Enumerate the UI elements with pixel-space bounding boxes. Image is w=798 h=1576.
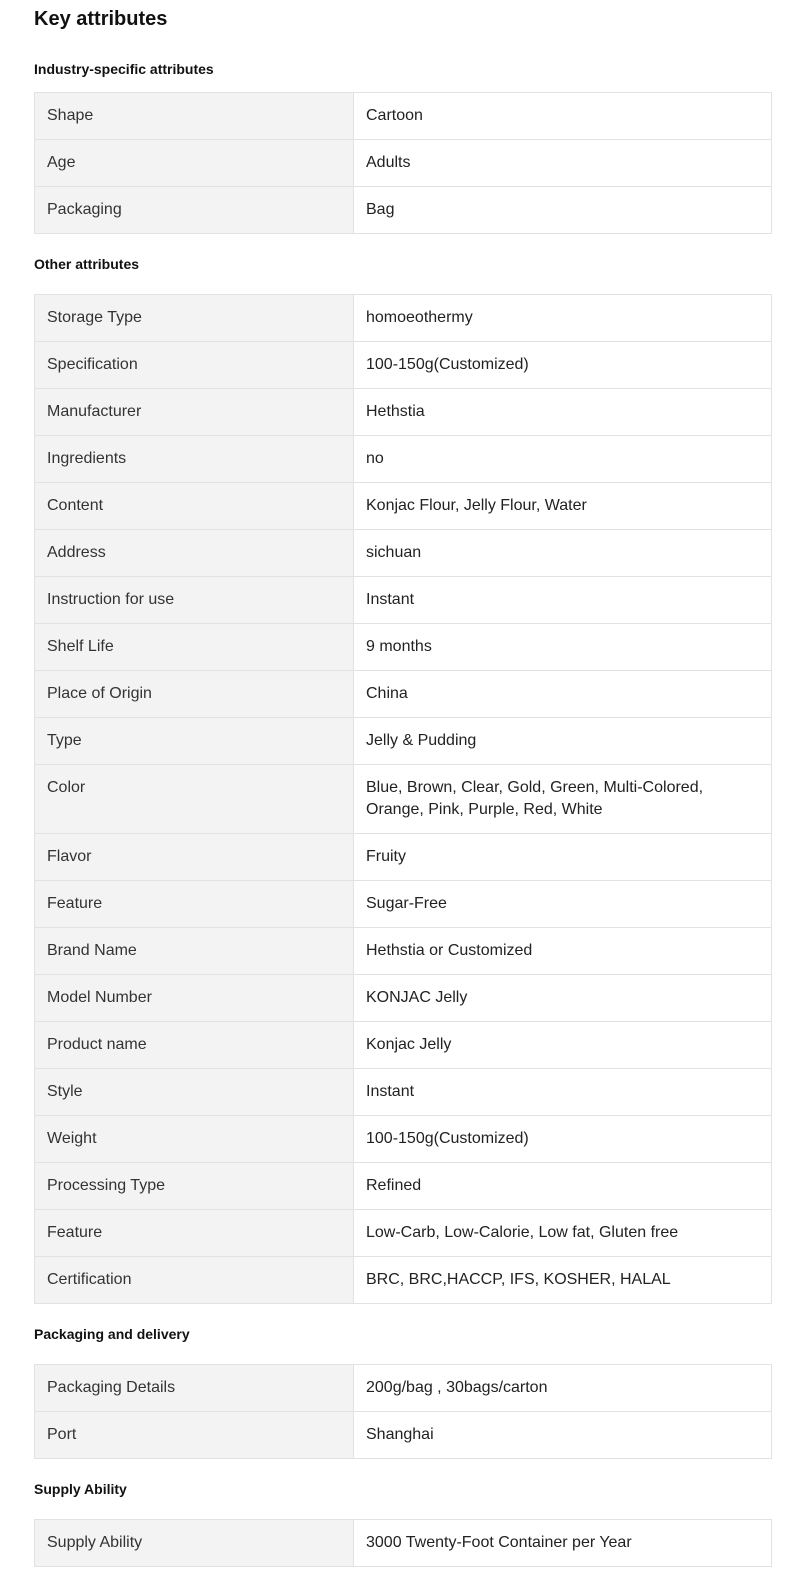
attribute-name: Shelf Life <box>35 624 354 671</box>
table-row <box>35 881 772 928</box>
table-row <box>35 1365 772 1412</box>
attribute-value: Adults <box>354 140 772 187</box>
attribute-value: 9 months <box>354 624 772 671</box>
table-row <box>35 834 772 881</box>
attribute-name: Product name <box>35 1022 354 1069</box>
table-row <box>35 1412 772 1459</box>
section-heading: Packaging and delivery <box>34 1326 190 1342</box>
attribute-name: Processing Type <box>35 1163 354 1210</box>
attribute-value: Bag <box>354 187 772 234</box>
attribute-value: Fruity <box>354 834 772 881</box>
attribute-value: Shanghai <box>354 1412 772 1459</box>
attribute-name: Storage Type <box>35 295 354 342</box>
page-title: Key attributes <box>34 8 168 30</box>
attribute-section <box>34 255 772 1304</box>
attribute-value: Hethstia <box>354 389 772 436</box>
table-row <box>35 624 772 671</box>
attributes-table <box>34 1364 772 1459</box>
attribute-value: Blue, Brown, Clear, Gold, Green, Multi-Colored, Orange, Pink, Purple, Red, White <box>354 765 772 834</box>
attribute-name: Weight <box>35 1116 354 1163</box>
table-row <box>35 295 772 342</box>
table-row <box>35 483 772 530</box>
section-heading: Supply Ability <box>34 1481 127 1497</box>
attribute-name: Flavor <box>35 834 354 881</box>
table-row <box>35 436 772 483</box>
attribute-section <box>34 60 772 234</box>
attribute-name: Content <box>35 483 354 530</box>
attribute-section <box>34 1480 772 1567</box>
attribute-name: Specification <box>35 342 354 389</box>
table-row <box>35 93 772 140</box>
table-row <box>35 928 772 975</box>
table-row <box>35 718 772 765</box>
table-row <box>35 1069 772 1116</box>
table-row <box>35 530 772 577</box>
table-row <box>35 342 772 389</box>
table-row <box>35 1257 772 1304</box>
attribute-value: 3000 Twenty-Foot Container per Year <box>354 1520 772 1567</box>
attribute-value: BRC, BRC,HACCP, IFS, KOSHER, HALAL <box>354 1257 772 1304</box>
section-heading: Industry-specific attributes <box>34 61 214 77</box>
attribute-value: 200g/bag , 30bags/carton <box>354 1365 772 1412</box>
attribute-name: Ingredients <box>35 436 354 483</box>
table-row <box>35 140 772 187</box>
attribute-value: Sugar-Free <box>354 881 772 928</box>
attribute-name: Feature <box>35 1210 354 1257</box>
attribute-name: Address <box>35 530 354 577</box>
attribute-value: KONJAC Jelly <box>354 975 772 1022</box>
table-row <box>35 1520 772 1567</box>
table-row <box>35 187 772 234</box>
attribute-name: Manufacturer <box>35 389 354 436</box>
attribute-name: Packaging Details <box>35 1365 354 1412</box>
table-row <box>35 1116 772 1163</box>
attribute-value: no <box>354 436 772 483</box>
attribute-name: Type <box>35 718 354 765</box>
table-row <box>35 975 772 1022</box>
attribute-value: Konjac Flour, Jelly Flour, Water <box>354 483 772 530</box>
attribute-name: Style <box>35 1069 354 1116</box>
attribute-value: Instant <box>354 577 772 624</box>
attributes-table <box>34 294 772 1304</box>
attribute-section <box>34 1325 772 1459</box>
section-heading: Other attributes <box>34 256 140 272</box>
attribute-name: Place of Origin <box>35 671 354 718</box>
attributes-table <box>34 92 772 234</box>
attribute-name: Supply Ability <box>35 1520 354 1567</box>
attribute-value: homoeothermy <box>354 295 772 342</box>
table-row <box>35 765 772 834</box>
attribute-name: Packaging <box>35 187 354 234</box>
attribute-value: Cartoon <box>354 93 772 140</box>
table-row <box>35 671 772 718</box>
table-row <box>35 1210 772 1257</box>
attribute-value: Hethstia or Customized <box>354 928 772 975</box>
attribute-value: 100-150g(Customized) <box>354 1116 772 1163</box>
attribute-name: Port <box>35 1412 354 1459</box>
attribute-name: Model Number <box>35 975 354 1022</box>
table-row <box>35 1163 772 1210</box>
attribute-name: Instruction for use <box>35 577 354 624</box>
attribute-value: sichuan <box>354 530 772 577</box>
attribute-value: Jelly & Pudding <box>354 718 772 765</box>
attribute-name: Certification <box>35 1257 354 1304</box>
attribute-name: Color <box>35 765 354 834</box>
attribute-name: Feature <box>35 881 354 928</box>
attribute-value: 100-150g(Customized) <box>354 342 772 389</box>
table-row <box>35 389 772 436</box>
attribute-value: Low-Carb, Low-Calorie, Low fat, Gluten free <box>354 1210 772 1257</box>
table-row <box>35 577 772 624</box>
attribute-value: Konjac Jelly <box>354 1022 772 1069</box>
attribute-sections <box>34 60 772 1567</box>
attribute-value: Instant <box>354 1069 772 1116</box>
attributes-table <box>34 1519 772 1567</box>
attribute-name: Age <box>35 140 354 187</box>
attribute-name: Brand Name <box>35 928 354 975</box>
attribute-value: China <box>354 671 772 718</box>
attribute-name: Shape <box>35 93 354 140</box>
table-row <box>35 1022 772 1069</box>
attribute-value: Refined <box>354 1163 772 1210</box>
